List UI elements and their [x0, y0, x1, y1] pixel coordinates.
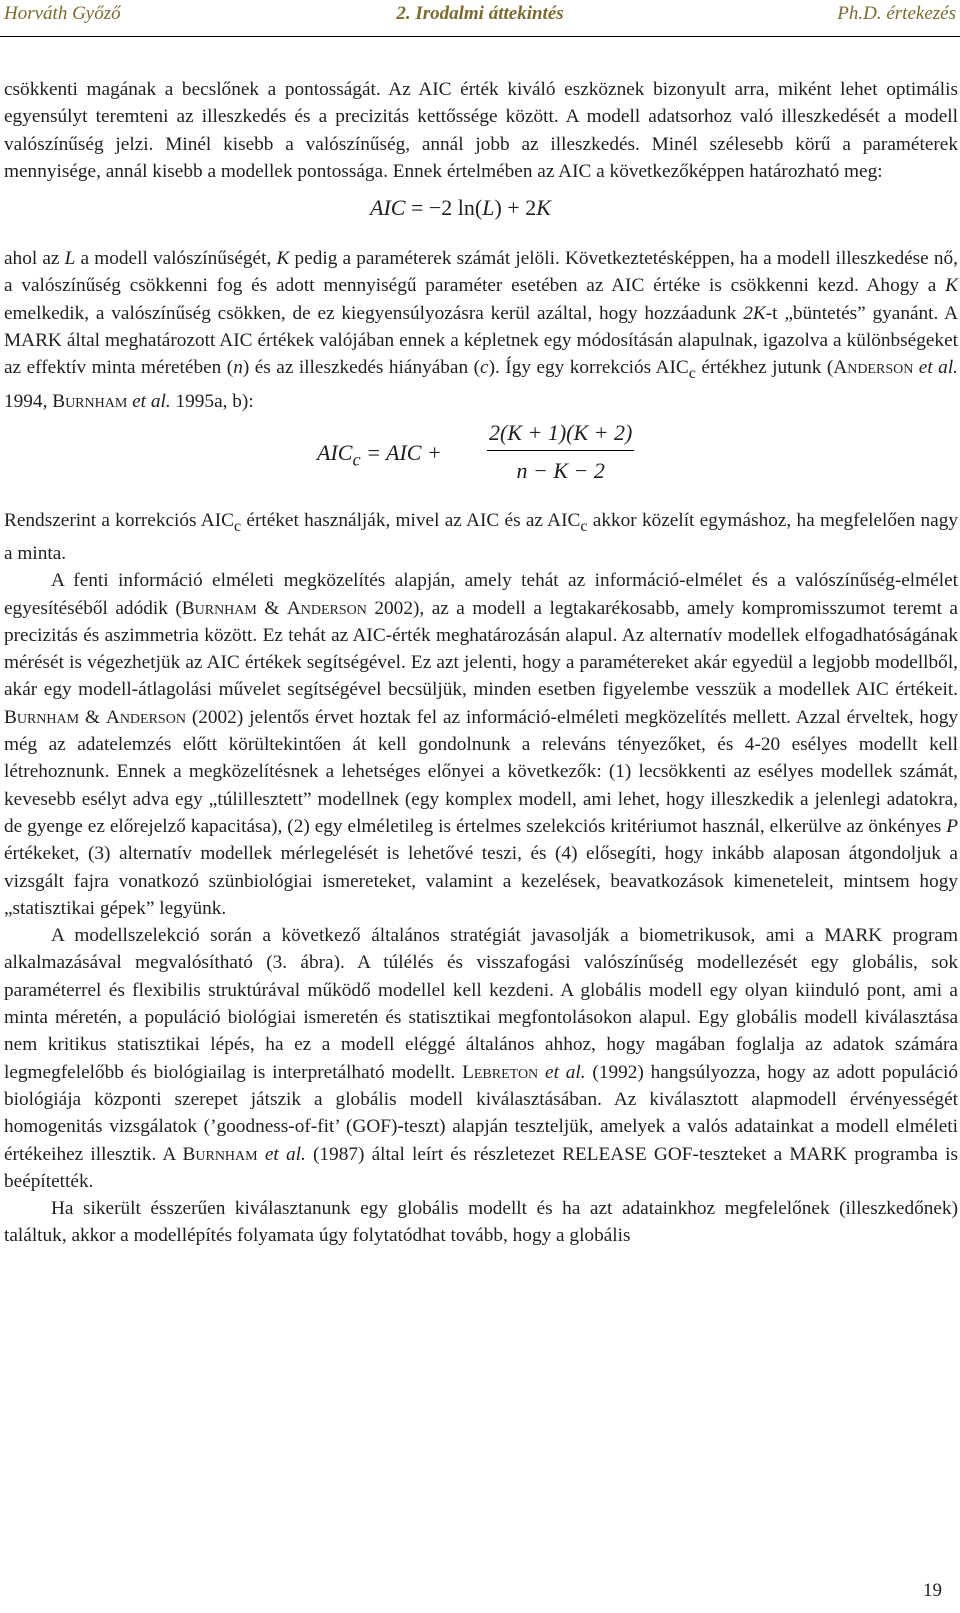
aicc-formula	[4, 415, 958, 507]
header-doc-type: Ph.D. értekezés	[837, 3, 956, 24]
aicc-subscript: c	[352, 449, 361, 470]
aicc-symbol: AIC	[317, 439, 353, 465]
aic-symbol: AIC	[370, 195, 406, 221]
paragraph-model-selection: A modellszelekció során a következő általános stratégiát javasolják a biometrikusok, ami a MARK program alkalmazásával megvalósítható (3. ábra). A túlélés és visszafogási valószínűség modellezését egy globális, sok paraméterrel és flexibilis struktúrával működő modellel kell kezdeni. A globális modell egy olyan kiinduló pont, ami a minta méretén, a populáció biológiai ismeretén és statisztikai megfontolásokon alapul. Egy globális modell kiválasztása nem kritikus statisztikai lépés, ha ez a modell eléggé általános ahhoz, hogy magában foglalja az adatok számára legmegfelelőbb és biológiailag is interpretálható modellt. Lebreton et al. (1992) hangsúlyozza, hogy az adott populáció biológiája központi szerepet játszik a globális modell kiválasztásában. Az kiválasztott alapmodell érvényességét homogenitás vizsgálatok (’goodness-of-fit’ (GOF)-teszt) alapján teszteljük, amelyek a valós adatainkat a modell elméleti értékeihez illesztik. A Burnham et al. (1987) által leírt és részletezet RELEASE GOF-teszteket a MARK programba is beépítették.	[4, 925, 959, 1192]
page-body	[4, 76, 958, 1250]
aicc-formula-eq: = AIC +	[360, 439, 442, 465]
paragraph-aicc-usage: Rendszerint a korrekciós $AIC_c$ értéket használják, mivel az AIC és az $AIC_c$ akkor közelít egymáshoz, ha megfelelően nagy a minta.	[4, 509, 958, 564]
paragraph-global-model: Ha sikerült ésszerűen kiválasztanunk egy globális modellt és ha azt adatainkhoz megfelelőnek (illeszkedőnek) találtuk, akkor a modellépítés folyamata úgy folytatódhat tovább, hogy a globális	[4, 1198, 958, 1247]
aic-formula	[4, 185, 958, 245]
header-author: Horváth Győző	[4, 3, 121, 24]
paragraph-aic-explanation: ahol az L a modell valószínűségét, K pedig a paraméterek számát jelöli. Következtetésképpen, ha a modell illeszkedése nő, a valószínűség csökkenni fog és adott mennyiségű paraméter esetében az AIC értéke is csökkenni kezd. Ahogy a K emelkedik, a valószínűség csökken, de ez kiegyensúlyozásra kerül azáltal, hogy hozzáadunk 2K-t „büntetés” gyanánt. A MARK által meghatározott AIC értékek valójában ennek a képletnek egy módosításán alapulnak, igazolva a különbségeket az effektív minta méretében (n) és az illeszkedés hiányában (c). Így egy korrekciós $AIC_c$ értékhez jutunk (Anderson et al. 1994, Burnham et al. 1995a, b):	[4, 248, 959, 412]
paragraph-information-theory: A fenti információ elméleti megközelítés alapján, amely tehát az információ-elmélet és a valószínűség-elmélet egyesítéséből adódik (Burnham & Anderson 2002), az a modell a legtakarékosabb, amely kompromisszumot teremt a precizitás és aszimmetria között. Ez tehát az AIC-érték meghatározásán alapul. Az alternatív modellek elfogadhatóságának mérését is végezhetjük az AIC értékek segítségével. Ez azt jelenti, hogy a paramétereket akár egyedül a legjobb modellből, akár egy modell-átlagolási művelet segítségével becsüljük, minden esetben figyelembe vesszük a modellek AIC értékeit. Burnham & Anderson (2002) jelentős érvet hoztak fel az információ-elméleti megközelítés mellett. Azzal érveltek, hogy még az adatelemzés előtt körültekintően át kell gondolnunk a releváns tényezőket, és 4-20 esélyes modellt kell létrehoznunk. Ennek a megközelítésnek a lehetséges előnyei a következők: (1) lecsökkenti az esélyes modellek számát, kevesebb esélyt adva egy „túlillesztett” modellnek (egy komplex modell, ami lehet, hogy illeszkedik a jelenlegi adatokra, de gyenge ez előrejelző kapacitása), (2) egy elméletileg is értelmes szelekciós kritériumot használ, elkerülve az önkényes P értékeket, (3) alternatív modellek mérlegelését is lehetővé teszi, és (4) elősegíti, hogy inkább alaposan átgondoljuk a vizsgált fajra vonatkozó szünbiológiai ismereteket, valamint a kezelések, beavatkozások kimeneteleit, mintsem hogy „statisztikai gépek” legyünk.	[4, 570, 958, 919]
page-number: 19	[923, 1580, 942, 1601]
aicc-fraction	[487, 419, 634, 485]
aic-formula-K: K	[536, 195, 551, 221]
aicc-numerator: 2(K + 1)(K + 2)	[487, 419, 634, 451]
aic-formula-L: L	[482, 195, 495, 221]
paragraph-aic-intro: csökkenti magának a becslőnek a pontosságát. Az AIC érték kiváló eszköznek bizonyult arra, miként lehet optimális egyensúlyt teremteni az illeszkedés és a precizitás kettőssége között. A modell adatsorhoz való illeszkedését a modell valószínűség jelzi. Minél kisebb a valószínűség, annál jobb az illeszkedés. Minél szélesebb körű a paraméterek mennyisége, annál kisebb a modellek pontossága. Ennek értelmében az AIC a következőképpen határozható meg:	[4, 79, 958, 182]
aicc-denominator: n − K − 2	[516, 458, 605, 484]
aic-formula-tail: ) + 2	[494, 195, 537, 221]
page-header	[0, 0, 960, 37]
aic-formula-eq: = −2 ln(	[405, 195, 483, 221]
header-chapter: 2. Irodalmi áttekintés	[396, 3, 564, 24]
